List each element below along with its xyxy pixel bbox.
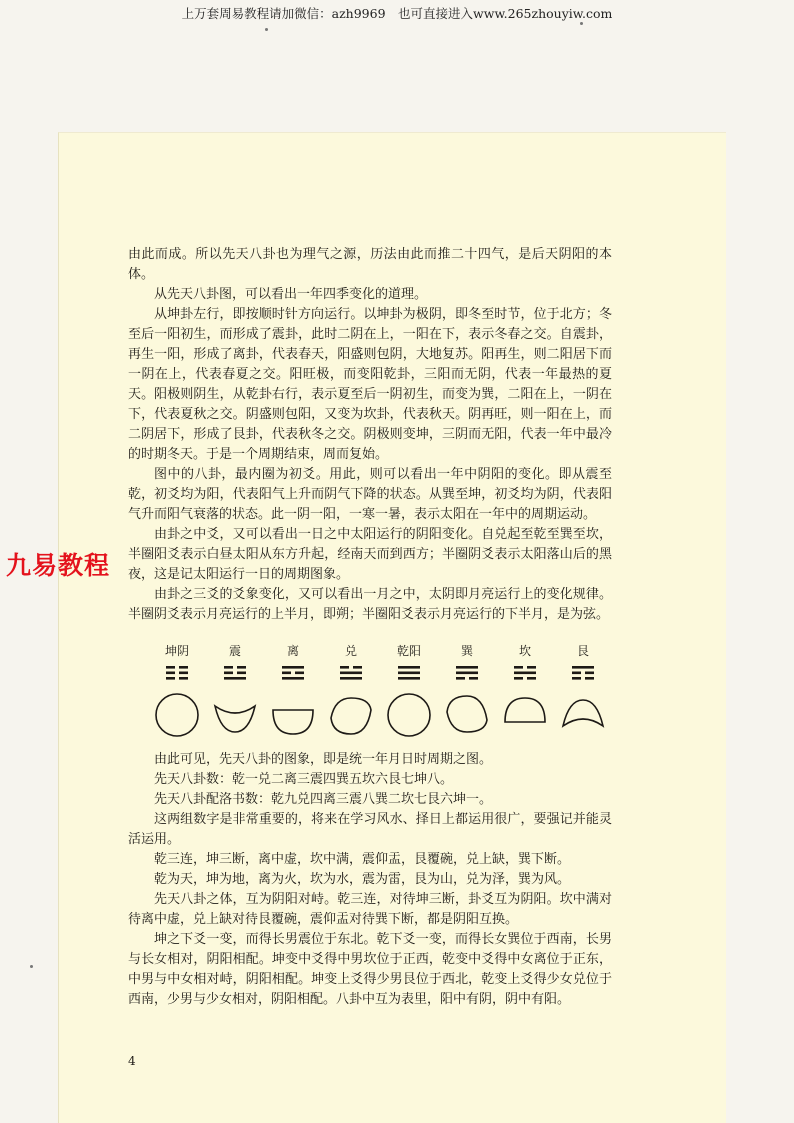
- trigram-lines-icon: [165, 664, 189, 680]
- paragraph: 乾为天，坤为地，离为火，坎为水，震为雷，艮为山，兑为泽，巽为风。: [154, 872, 571, 887]
- trigram-lines-icon: [339, 664, 363, 680]
- paragraph: 先天八卦数：乾一兑二离三震四巽五坎六艮七坤八。: [154, 772, 454, 787]
- paragraph: 先天八卦配洛书数：乾九兑四离三震八巽二坎七艮六坤一。: [154, 792, 493, 807]
- trigram-label: 坎: [518, 644, 531, 658]
- trigram-lines-icon: [397, 664, 421, 680]
- yin-line: [237, 666, 246, 669]
- trigram: [208, 644, 262, 680]
- moon-phase-icon: [443, 690, 491, 740]
- paragraph: 乾三连，坤三断，离中虚，坎中满，震仰盂，艮覆碗，兑上缺，巽下断。: [154, 852, 571, 867]
- yin-line: [179, 666, 188, 669]
- trigram-lines-icon: [513, 664, 537, 680]
- yin-line: [514, 666, 523, 669]
- trigram-moon-figure: [150, 644, 600, 744]
- trigram-label: 乾阳: [396, 644, 421, 658]
- paragraph: 图中的八卦，最内圈为初爻。用此，则可以看出一年中阴阳的变化。即从震至乾，初爻均为阳，代表阳气上升而阴气下降的状态。从巽至坤，初爻均为阴，代表阳气升而阳气衰落的状态。此一阴一阳，一寒一暑，表示太阳在一年中的周期运动。: [128, 467, 612, 522]
- trigram-label: 震: [228, 644, 241, 658]
- yin-line: [340, 666, 349, 669]
- trigram-lines-icon: [223, 664, 247, 680]
- yang-line: [224, 677, 246, 680]
- yin-line: [456, 677, 465, 680]
- yang-line: [572, 666, 594, 669]
- yin-line: [527, 666, 536, 669]
- yang-line: [398, 672, 420, 675]
- yang-line: [514, 672, 536, 675]
- yin-line: [166, 672, 175, 675]
- scan-speck: [30, 965, 33, 968]
- moon-phase-icon: [501, 690, 549, 740]
- paragraph: 由卦之中爻，又可以看出一日之中太阳运行的阴阳变化。自兑起至乾至巽至坎，半圈阳爻表示白昼太阳从东方升起，经南天而到西方；半圈阴爻表示太阳落山后的黑夜，这是记太阳运行一日的周期图象。: [128, 527, 612, 582]
- trigram-label: 坤阴: [164, 644, 189, 658]
- yang-line: [282, 666, 304, 669]
- yin-line: [295, 672, 304, 675]
- yang-line: [398, 666, 420, 669]
- page-number: 4: [128, 1054, 136, 1068]
- body-text-top: [128, 245, 612, 625]
- yin-line: [179, 672, 188, 675]
- yin-line: [166, 666, 175, 669]
- paragraph: 这两组数字是非常重要的，将来在学习风水、择日上都运用很广，要强记并能灵活运用。: [128, 812, 612, 847]
- yang-line: [456, 672, 478, 675]
- paragraph: 由此可见，先天八卦的图象，即是统一年月日时周期之图。: [154, 752, 493, 767]
- paragraph: 先天八卦之体，互为阴阳对峙。乾三连，对待坤三断，卦爻互为阴阳。坎中满对待离中虚，兑上缺对待艮覆碗，震仰盂对待巽下断，都是阴阳互换。: [128, 892, 612, 927]
- paragraph: 由此而成。所以先天八卦也为理气之源，历法由此而推二十四气，是后天阴阳的本体。: [128, 247, 612, 282]
- moon-phase-icon: [269, 690, 317, 740]
- trigram-label: 巽: [460, 644, 473, 658]
- yin-line: [585, 672, 594, 675]
- trigram: [556, 644, 610, 680]
- yang-line: [340, 672, 362, 675]
- trigram-lines-icon: [455, 664, 479, 680]
- trigram-label: 艮: [576, 644, 589, 658]
- moon-phase-icon: [559, 690, 607, 740]
- yang-line: [282, 677, 304, 680]
- trigram: [440, 644, 494, 680]
- yang-line: [398, 677, 420, 680]
- paragraph: 坤之下爻一变，而得长男震位于东北。乾下爻一变，而得长女巽位于西南，长男与长女相对，阴阳相配。坤变中爻得中男坎位于正西，乾变中爻得中女离位于正东，中男与中女相对峙，阴阳相配。坤变上爻得少男艮位于西北，乾变上爻得少女兑位于西南，少男与少女相对，阴阳相配。八卦中互为表里，阳中有阴，阴中有阳。: [128, 932, 612, 1007]
- yin-line: [469, 677, 478, 680]
- trigram-lines-icon: [571, 664, 595, 680]
- trigram: [150, 644, 204, 680]
- body-text-bottom: [128, 750, 612, 1010]
- moon-phase-icon: [385, 690, 433, 740]
- trigram-label: 兑: [344, 644, 357, 658]
- yang-line: [340, 677, 362, 680]
- trigram-label: 离: [286, 644, 299, 658]
- paragraph: 从坤卦左行，即按顺时针方向运行。以坤卦为极阴，即冬至时节，位于北方；冬至后一阳初生，而形成了震卦，此时二阴在上，一阳在下，表示冬春之交。自震卦，再生一阳，形成了离卦，代表春天，阳盛则包阴，大地复苏。阳再生，则二阳居下而一阴在上，代表春夏之交。阳旺极，而变阳乾卦，三阳而无阴，代表一年最热的夏天。阳极则阴生，从乾卦右行，表示夏至后一阴初生，而变为巽，二阳在上，一阴在下，代表夏秋之交。阴盛则包阳，又变为坎卦，代表秋天。阴再旺，则一阳在上，而二阴居下，形成了艮卦，代表秋冬之交。阴极则变坤，三阴而无阳，代表一年中最冷的时期冬天。于是一个周期结束，周而复始。: [128, 307, 612, 462]
- moon-phase-icon: [153, 690, 201, 740]
- yin-line: [527, 677, 536, 680]
- trigram-lines-icon: [281, 664, 305, 680]
- trigram: [324, 644, 378, 680]
- scan-speck: [580, 22, 583, 25]
- yin-line: [585, 677, 594, 680]
- yin-line: [282, 672, 291, 675]
- moon-phase-icon: [211, 690, 259, 740]
- scan-speck: [265, 28, 268, 31]
- yin-line: [166, 677, 175, 680]
- yin-line: [572, 672, 581, 675]
- yin-line: [237, 672, 246, 675]
- yin-line: [224, 672, 233, 675]
- yin-line: [353, 666, 362, 669]
- yin-line: [572, 677, 581, 680]
- paragraph: 从先天八卦图，可以看出一年四季变化的道理。: [154, 287, 428, 302]
- yin-line: [179, 677, 188, 680]
- trigram: [382, 644, 436, 680]
- trigram: [498, 644, 552, 680]
- yang-line: [456, 666, 478, 669]
- yin-line: [224, 666, 233, 669]
- watermark-logo: 九易教程: [6, 551, 111, 580]
- page-header-banner: 上万套周易教程请加微信：azh9969 也可直接进入www.265zhouyiw.com: [181, 6, 613, 21]
- moon-phase-icon: [327, 690, 375, 740]
- yin-line: [514, 677, 523, 680]
- paragraph: 由卦之三爻的爻象变化，又可以看出一月之中，太阴即月亮运行上的变化规律。半圈阴爻表示月亮运行的上半月，即朔；半圈阳爻表示月亮运行的下半月，是为弦。: [128, 587, 612, 622]
- trigram: [266, 644, 320, 680]
